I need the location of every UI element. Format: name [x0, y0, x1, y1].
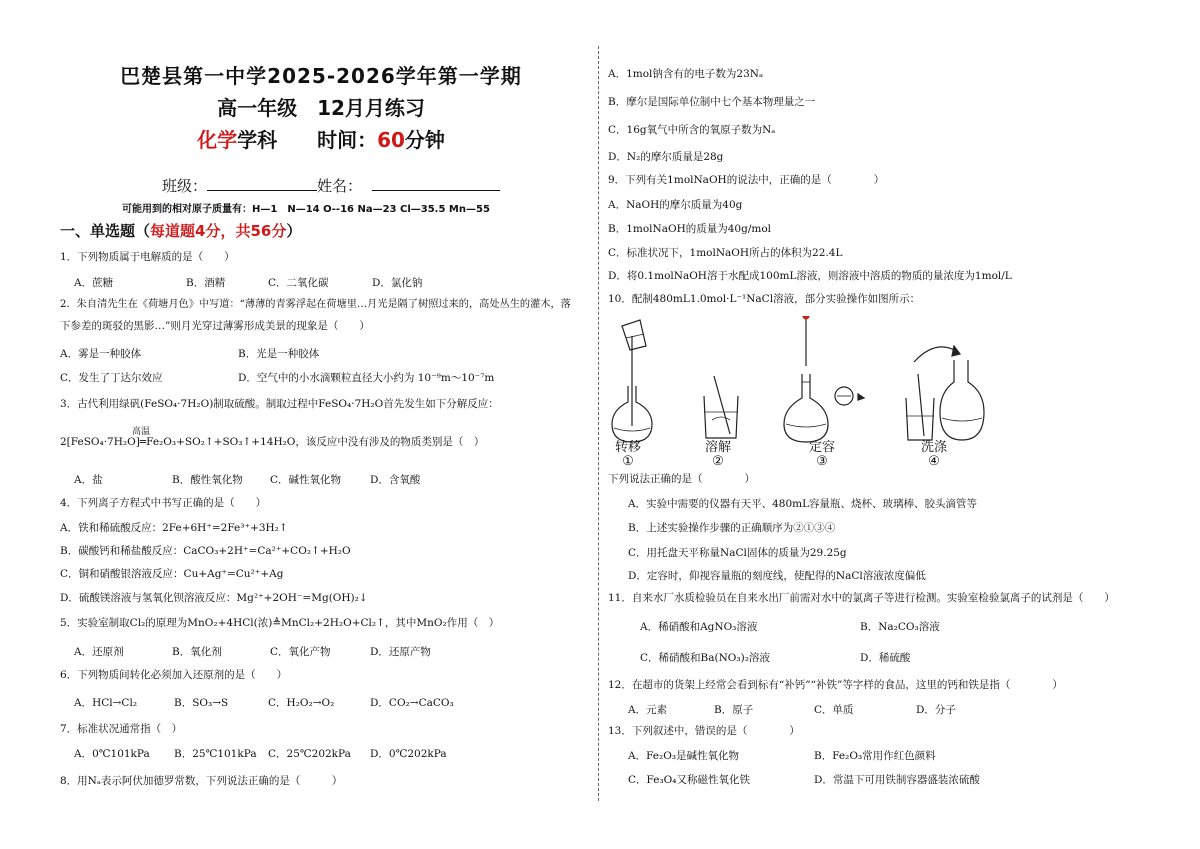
transfer-flask-icon [612, 320, 652, 442]
apparatus-label-transfer: 转移 [614, 440, 641, 455]
q13-option-d[interactable]: D．常温下可用铁制容器盛装浓硫酸 [814, 774, 980, 786]
class-label: 班级： [162, 177, 208, 195]
q4-option-a[interactable]: A．铁和稀硫酸反应：2Fe+6H⁺=2Fe³⁺+3H₂↑ [60, 522, 288, 534]
q4-option-d[interactable]: D．硫酸镁溶液与氢氧化钡溶液反应：Mg²⁺+2OH⁻=Mg(OH)₂↓ [60, 592, 368, 604]
q8-option-c[interactable]: C．16g氧气中所含的氧原子数为Nₐ [608, 124, 776, 136]
question-6: 6．下列物质间转化必须加入还原剂的是（ ） [60, 669, 288, 681]
question-10-prompt: 下列说法正确的是（ ） [608, 473, 755, 485]
q2-option-b[interactable]: B．光是一种胶体 [238, 348, 320, 360]
q6-option-a[interactable]: A．HCl→Cl₂ [74, 697, 138, 709]
question-12: 12．在超市的货架上经常会看到标有“补钙”“补铁”等字样的食品，这里的钙和铁是指（ ） [608, 679, 1063, 691]
q10-option-d[interactable]: D．定容时，仰视容量瓶的刻度线，使配得的NaCl溶液浓度偏低 [628, 570, 926, 582]
q2-option-c[interactable]: C．发生了丁达尔效应 [60, 372, 163, 384]
apparatus-label-wash: 洗涤 [920, 440, 947, 455]
q7-option-a[interactable]: A．0℃101kPa [74, 748, 150, 760]
q10-option-c[interactable]: C．用托盘天平称量NaCl固体的质量为29.25g [628, 547, 847, 559]
exam-subject-line [52, 124, 590, 153]
wash-beaker-flask-icon [906, 346, 984, 440]
column-divider [598, 46, 599, 801]
question-3-line2: 2[FeSO₄·7H₂O]═Fe₂O₃+SO₂↑+SO₃↑+14H₂O，该反应中没有涉及的物质类别是（ ） [60, 436, 485, 448]
q12-option-d[interactable]: D．分子 [916, 704, 956, 716]
q12-option-c[interactable]: C．单质 [814, 704, 854, 716]
q4-option-b[interactable]: B．碳酸钙和稀盐酸反应：CaCO₃+2H⁺=Ca²⁺+CO₂↑+H₂O [60, 545, 351, 557]
question-3-line1: 3．古代利用绿矾(FeSO₄·7H₂O)制取硫酸。制取过程中FeSO₄·7H₂O首先发生如下分解反应： [60, 398, 499, 410]
apparatus-number-2: ② [712, 454, 724, 469]
q6-option-d[interactable]: D．CO₂→CaCO₃ [370, 697, 454, 709]
apparatus-number-4: ④ [928, 454, 940, 469]
question-4: 4．下列离子方程式中书写正确的是（ ） [60, 497, 267, 509]
q10-option-a[interactable]: A．实验中需要的仪器有天平、480mL容量瓶、烧杯、玻璃棒、胶头滴管等 [628, 498, 978, 510]
question-2-line1: 2．朱自清先生在《荷塘月色》中写道：“薄薄的青雾浮起在荷塘里…月光是隔了树照过来的，高处丛生的灌木，落 [60, 299, 571, 310]
q1-option-b[interactable]: B．酒精 [186, 277, 226, 289]
q12-option-b[interactable]: B．原子 [714, 704, 754, 716]
time-value: 60 [377, 128, 405, 152]
question-7: 7．标准状况通常指（ ） [60, 723, 183, 735]
section-title-text: 一、单选题（ [60, 222, 151, 240]
q12-option-a[interactable]: A．元素 [628, 704, 668, 716]
q5-option-a[interactable]: A．还原剂 [74, 646, 124, 658]
question-9: 9．下列有关1molNaOH的说法中，正确的是（ ） [608, 174, 885, 186]
q5-option-b[interactable]: B．氧化剂 [172, 646, 222, 658]
section-title [60, 220, 301, 241]
q5-option-c[interactable]: C．氧化产物 [270, 646, 331, 658]
question-1: 1．下列物质属于电解质的是（ ） [60, 251, 235, 263]
q3-option-a[interactable]: A．盐 [74, 474, 103, 486]
name-blank[interactable] [372, 176, 500, 191]
heating-condition: 高温 [132, 427, 151, 437]
question-10: 10．配制480mL1.0mol·L⁻¹NaCl溶液，部分实验操作如图所示： [608, 293, 921, 305]
atomic-masses: 可能用到的相对原子质量有：H—1 N—14 O--16 Na—23 Cl—35.5 Mn—55 [122, 204, 490, 215]
q10-option-b[interactable]: B．上述实验操作步骤的正确顺序为②①③④ [628, 522, 836, 534]
q6-option-c[interactable]: C．H₂O₂→O₂ [268, 697, 335, 709]
q13-option-c[interactable]: C．Fe₃O₄又称磁性氧化铁 [628, 774, 750, 786]
q11-option-a[interactable]: A．稀硝酸和AgNO₃溶液 [640, 621, 758, 633]
subject-name: 化学 [197, 128, 238, 152]
q2-option-a[interactable]: A．雾是一种胶体 [60, 348, 142, 360]
q1-option-d[interactable]: D．氯化钠 [372, 277, 423, 289]
student-info-line [162, 175, 500, 196]
q3-option-d[interactable]: D．含氧酸 [370, 474, 421, 486]
q3-option-b[interactable]: B．酸性氧化物 [172, 474, 243, 486]
q11-option-c[interactable]: C．稀硝酸和Ba(NO₃)₂溶液 [640, 652, 770, 664]
question-11: 11．自来水厂水质检验员在自来水出厂前需对水中的氯离子等进行检测。实验室检验氯离子的试剂是（ ） [608, 592, 1115, 604]
q11-option-d[interactable]: D．稀硫酸 [860, 652, 911, 664]
q8-option-b[interactable]: B．摩尔是国际单位制中七个基本物理量之一 [608, 96, 816, 108]
subject-rest: 学科 时间： [237, 128, 378, 152]
apparatus-number-3: ③ [816, 454, 828, 469]
q4-option-c[interactable]: C．铜和硝酸银溶液反应：Cu+Ag⁺=Cu²⁺+Ag [60, 568, 284, 580]
q7-option-b[interactable]: B．25℃101kPa [174, 748, 257, 760]
dropper-flask-icon [784, 316, 864, 442]
question-13: 13．下列叙述中，错误的是（ ） [608, 725, 800, 737]
q11-option-b[interactable]: B．Na₂CO₃溶液 [860, 621, 940, 633]
q3-option-c[interactable]: C．碱性氧化物 [270, 474, 342, 486]
q13-option-a[interactable]: A．Fe₂O₃是碱性氧化物 [628, 750, 740, 762]
q7-option-c[interactable]: C．25℃202kPa [268, 748, 351, 760]
apparatus-label-dissolve: 溶解 [704, 440, 731, 455]
question-5: 5．实验室制取Cl₂的原理为MnO₂+4HCl(浓)≜MnCl₂+2H₂O+Cl₂↑，其中MnO₂作用（ ） [60, 617, 500, 629]
q9-option-d[interactable]: D．将0.1molNaOH溶于水配成100mL溶液，则溶液中溶质的物质的量浓度为1mol/L [608, 270, 1012, 282]
q6-option-b[interactable]: B．SO₃→S [174, 697, 229, 709]
q9-option-a[interactable]: A．NaOH的摩尔质量为40g [608, 199, 743, 211]
class-blank[interactable] [207, 176, 317, 191]
exam-school-title: 巴楚县第一中学2025-2026学年第一学期 [120, 64, 522, 88]
q7-option-d[interactable]: D．0℃202kPa [370, 748, 447, 760]
q13-option-b[interactable]: B．Fe₂O₃常用作红色颜料 [814, 750, 936, 762]
time-unit: 分钟 [404, 128, 445, 152]
q9-option-c[interactable]: C．标准状况下，1molNaOH所占的体积为22.4L [608, 247, 843, 259]
q8-option-d[interactable]: D．N₂的摩尔质量是28g [608, 151, 724, 163]
q9-option-b[interactable]: B．1molNaOH的质量为40g/mol [608, 223, 772, 235]
q1-option-c[interactable]: C．二氧化碳 [268, 277, 329, 289]
q8-option-a[interactable]: A．1mol钠含有的电子数为23Nₐ [608, 68, 763, 80]
apparatus-label-fix-volume: 定容 [808, 440, 835, 455]
dissolve-beaker-icon [704, 376, 738, 438]
q1-option-a[interactable]: A．蔗糖 [74, 277, 114, 289]
section-score-note: 每道题4分，共56分 [150, 222, 287, 240]
question-8: 8．用Nₐ表示阿伏加德罗常数，下列说法正确的是（ ） [60, 775, 343, 787]
apparatus-number-1: ① [622, 454, 634, 469]
question-2-line2: 下参差的斑驳的黑影…”则月光穿过薄雾形成美景的现象是（ ） [60, 320, 370, 332]
q2-option-d[interactable]: D．空气中的小水滴颗粒直径大小约为 10⁻⁹m～10⁻⁷m [238, 372, 495, 384]
q5-option-d[interactable]: D．还原产物 [370, 646, 431, 658]
name-label: 姓名： [317, 177, 363, 195]
exam-grade-title: 高一年级 12月月练习 [217, 96, 425, 120]
section-title-end: ） [286, 222, 302, 240]
